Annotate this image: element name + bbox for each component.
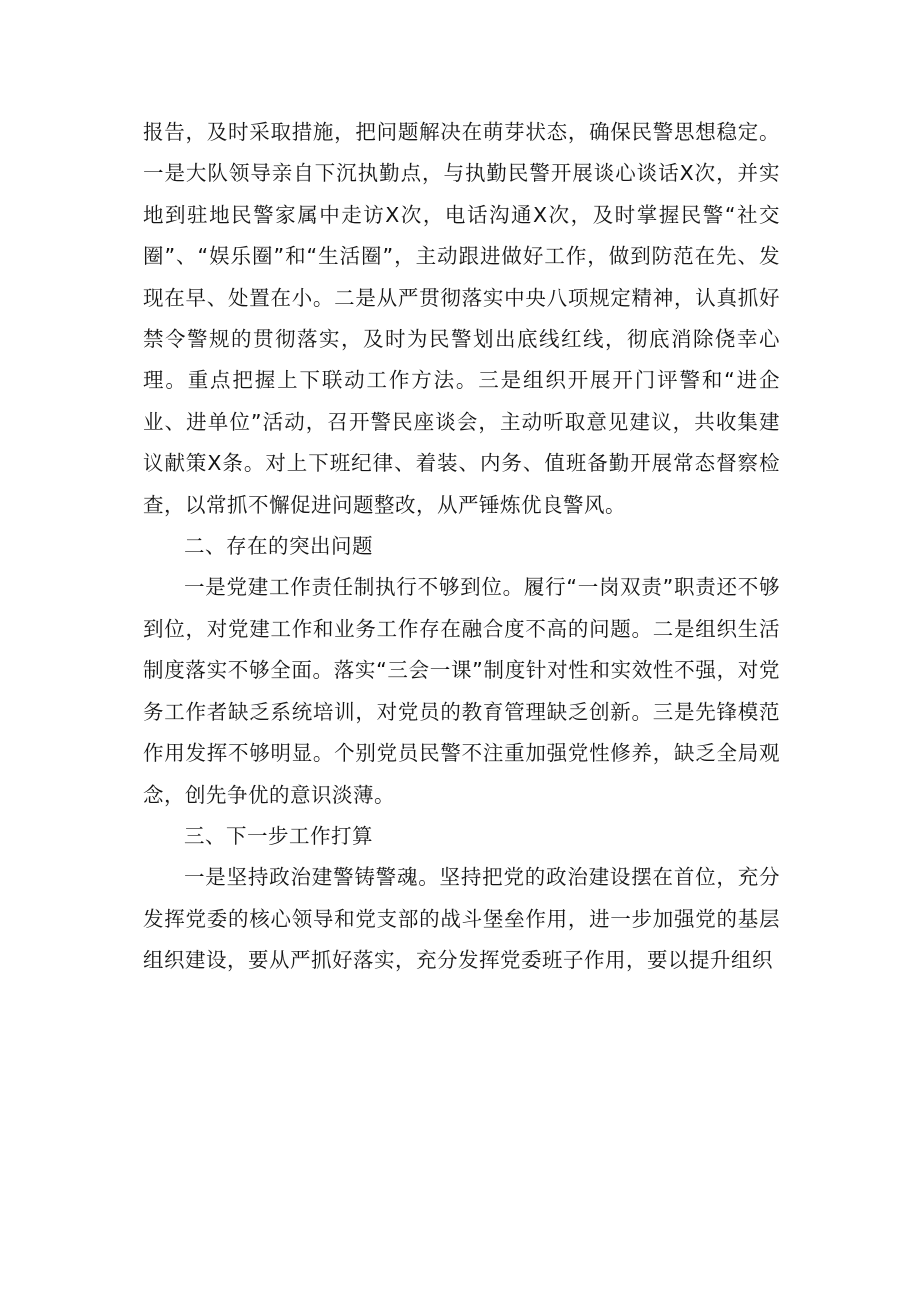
- section-body-problems: 一是党建工作责任制执行不够到位。履行“一岗双责”职责还不够到位，对党建工作和业务工作存在融合度不高的问题。二是组织生活制度落实不够全面。落实“三会一课”制度针对性和实效性不强，对党务工作者缺乏系统培训，对党员的教育管理缺乏创新。三是先锋模范作用发挥不够明显。个别党员民警不注重加强党性修养，缺乏全局观念，创先争优的意识淡薄。: [143, 575, 780, 807]
- section-body-next-steps: 一是坚持政治建警铸警魂。坚持把党的政治建设摆在首位，充分发挥党委的核心领导和党支部的战斗堡垒作用，进一步加强党的基层组织建设，要从严抓好落实，充分发挥党委班子作用，要以提升组织: [143, 865, 780, 973]
- section-heading-next-steps: 三、下一步工作打算: [184, 823, 373, 848]
- section-heading-problems: 二、存在的突出问题: [184, 534, 373, 559]
- document-body: [143, 112, 780, 982]
- continuation-paragraph: 报告，及时采取措施，把问题解决在萌芽状态，确保民警思想稳定。一是大队领导亲自下沉执勤点，与执勤民警开展谈心谈话X次，并实地到驻地民警家属中走访X次，电话沟通X次，及时掌握民警“社交圈”、“娱乐圈”和“生活圈”，主动跟进做好工作，做到防范在先、发现在早、处置在小。二是从严贯彻落实中央八项规定精神，认真抓好禁令警规的贯彻落实，及时为民警划出底线红线，彻底消除侥幸心理。重点把握上下联动工作方法。三是组织开展开门评警和“进企业、进单位”活动，召开警民座谈会，主动听取意见建议，共收集建议献策X条。对上下班纪律、着装、内务、值班备勤开展常态督察检查，以常抓不懈促进问题整改，从严锤炼优良警风。: [143, 120, 780, 517]
